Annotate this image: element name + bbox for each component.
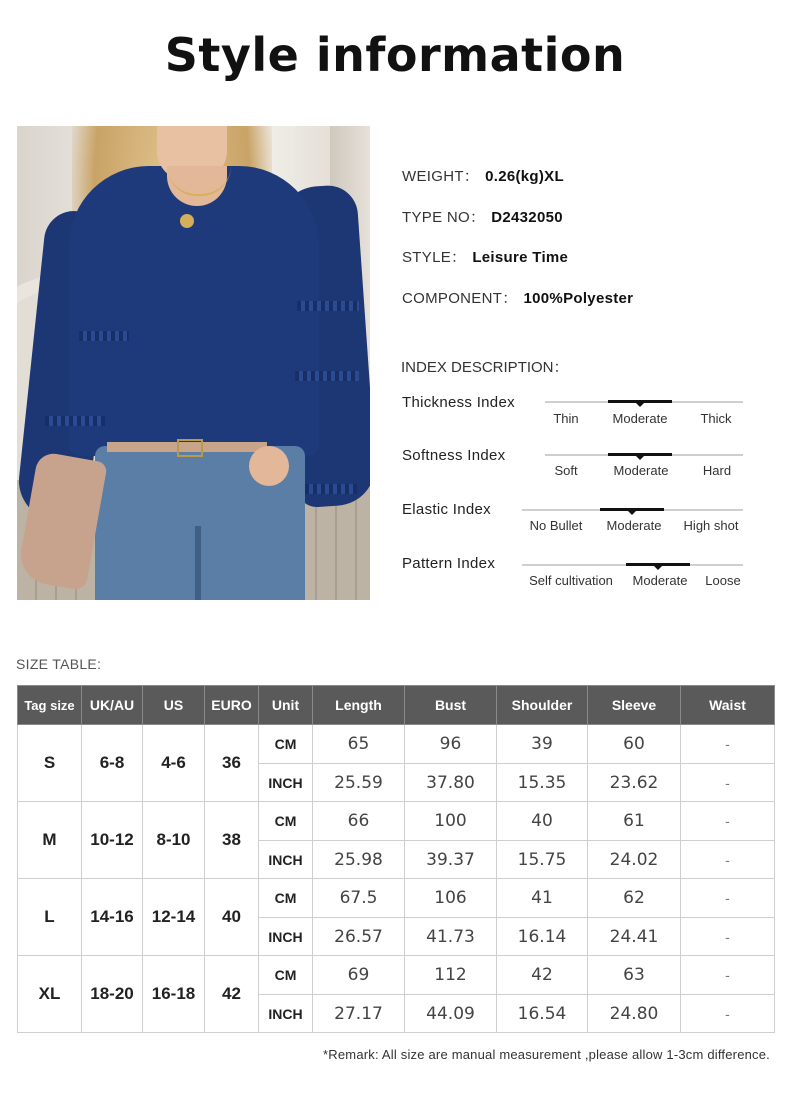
jeans-seam xyxy=(195,526,201,600)
unit-cell: INCH xyxy=(259,995,313,1033)
length-cell: 25.98 xyxy=(313,841,405,879)
spec-type xyxy=(402,206,563,227)
bust-cell: 37.80 xyxy=(405,764,497,802)
column-header: Shoulder xyxy=(497,686,588,725)
us-cell: 16-18 xyxy=(143,956,205,1033)
index-heading: INDEX DESCRIPTION： xyxy=(401,359,569,376)
tag-size-cell: L xyxy=(18,879,82,956)
sleeve-ruffle xyxy=(297,301,359,311)
table-header-row xyxy=(18,686,775,725)
sleeve-cell: 24.41 xyxy=(588,918,681,956)
index-option: Self cultivation xyxy=(529,573,613,588)
remark-note: *Remark: All size are manual measurement ,please allow 1-3cm difference. xyxy=(323,1047,770,1062)
waist-cell: - xyxy=(681,841,775,879)
sleeve-cell: 23.62 xyxy=(588,764,681,802)
spec-weight-value: 0.26(kg)XL xyxy=(485,168,564,185)
size-table-heading: SIZE TABLE: xyxy=(16,656,102,672)
unit-cell: CM xyxy=(259,956,313,995)
bust-cell: 39.37 xyxy=(405,841,497,879)
spec-component xyxy=(402,287,633,308)
bust-cell: 112 xyxy=(405,956,497,995)
sleeve-cell: 61 xyxy=(588,802,681,841)
index-option: Soft xyxy=(554,463,578,478)
column-header: EURO xyxy=(205,686,259,725)
index-option: Moderate xyxy=(606,518,662,533)
size-table xyxy=(17,685,775,1033)
bust-cell: 106 xyxy=(405,879,497,918)
length-cell: 27.17 xyxy=(313,995,405,1033)
index-option: Moderate xyxy=(632,573,688,588)
index-option: Loose xyxy=(705,573,741,588)
waist-cell: - xyxy=(681,764,775,802)
spec-component-key: COMPONENT： xyxy=(402,290,518,307)
model-hand xyxy=(249,446,289,486)
table-row xyxy=(18,956,775,995)
euro-cell: 38 xyxy=(205,802,259,879)
index-option: Moderate xyxy=(613,463,669,478)
spec-weight-key: WEIGHT： xyxy=(402,168,480,185)
length-cell: 65 xyxy=(313,725,405,764)
unit-cell: INCH xyxy=(259,764,313,802)
waist-cell: - xyxy=(681,802,775,841)
spec-style-value: Leisure Time xyxy=(472,249,569,266)
sleeve-ruffle xyxy=(45,416,105,426)
index-label: Thickness Index xyxy=(402,394,515,411)
length-cell: 67.5 xyxy=(313,879,405,918)
page-title: Style information xyxy=(164,28,626,82)
spec-type-key: TYPE NO： xyxy=(402,209,486,226)
length-cell: 66 xyxy=(313,802,405,841)
us-cell: 12-14 xyxy=(143,879,205,956)
tag-size-cell: M xyxy=(18,802,82,879)
index-option: High shot xyxy=(683,518,739,533)
ukau-cell: 18-20 xyxy=(82,956,143,1033)
unit-cell: CM xyxy=(259,725,313,764)
column-header: Sleeve xyxy=(588,686,681,725)
shoulder-cell: 40 xyxy=(497,802,588,841)
table-row xyxy=(18,879,775,918)
product-photo xyxy=(17,126,370,600)
length-cell: 69 xyxy=(313,956,405,995)
shoulder-cell: 41 xyxy=(497,879,588,918)
blouse xyxy=(69,166,319,456)
length-cell: 25.59 xyxy=(313,764,405,802)
waist-cell: - xyxy=(681,879,775,918)
column-header: Waist xyxy=(681,686,775,725)
waist-cell: - xyxy=(681,995,775,1033)
ukau-cell: 14-16 xyxy=(82,879,143,956)
ukau-cell: 10-12 xyxy=(82,802,143,879)
us-cell: 4-6 xyxy=(143,725,205,802)
index-option: Thin xyxy=(553,411,579,426)
spec-style-key: STYLE： xyxy=(402,249,467,266)
index-label: Softness Index xyxy=(402,447,506,464)
tag-size-cell: S xyxy=(18,725,82,802)
sleeve-ruffle xyxy=(79,331,129,341)
table-row xyxy=(18,802,775,841)
euro-cell: 42 xyxy=(205,956,259,1033)
us-cell: 8-10 xyxy=(143,802,205,879)
bust-cell: 96 xyxy=(405,725,497,764)
shoulder-cell: 42 xyxy=(497,956,588,995)
index-option: Thick xyxy=(700,411,732,426)
index-label: Pattern Index xyxy=(402,555,496,572)
index-pointer-icon xyxy=(636,456,644,460)
column-header: Bust xyxy=(405,686,497,725)
index-option: No Bullet xyxy=(529,518,583,533)
column-header: US xyxy=(143,686,205,725)
column-header: Tag size xyxy=(18,686,82,725)
tag-size-cell: XL xyxy=(18,956,82,1033)
necklace-pendant xyxy=(180,214,194,228)
euro-cell: 40 xyxy=(205,879,259,956)
spec-component-value: 100%Polyester xyxy=(523,290,634,307)
ukau-cell: 6-8 xyxy=(82,725,143,802)
unit-cell: INCH xyxy=(259,841,313,879)
index-pointer-icon xyxy=(636,403,644,407)
unit-cell: CM xyxy=(259,802,313,841)
index-option: Hard xyxy=(702,463,732,478)
column-header: Length xyxy=(313,686,405,725)
shoulder-cell: 15.35 xyxy=(497,764,588,802)
length-cell: 26.57 xyxy=(313,918,405,956)
bust-cell: 100 xyxy=(405,802,497,841)
shoulder-cell: 16.14 xyxy=(497,918,588,956)
belt-buckle xyxy=(177,439,203,457)
euro-cell: 36 xyxy=(205,725,259,802)
waist-cell: - xyxy=(681,956,775,995)
bust-cell: 44.09 xyxy=(405,995,497,1033)
shoulder-cell: 16.54 xyxy=(497,995,588,1033)
unit-cell: INCH xyxy=(259,918,313,956)
waist-cell: - xyxy=(681,725,775,764)
sleeve-cell: 62 xyxy=(588,879,681,918)
table-row xyxy=(18,725,775,764)
index-label: Elastic Index xyxy=(402,501,491,518)
shoulder-cell: 15.75 xyxy=(497,841,588,879)
sleeve-cell: 24.80 xyxy=(588,995,681,1033)
waist-cell: - xyxy=(681,918,775,956)
spec-type-value: D2432050 xyxy=(491,209,563,226)
index-pointer-icon xyxy=(654,566,662,570)
unit-cell: CM xyxy=(259,879,313,918)
bust-cell: 41.73 xyxy=(405,918,497,956)
sleeve-cell: 24.02 xyxy=(588,841,681,879)
spec-style xyxy=(402,246,568,267)
sleeve-cell: 63 xyxy=(588,956,681,995)
index-pointer-icon xyxy=(628,511,636,515)
column-header: UK/AU xyxy=(82,686,143,725)
column-header: Unit xyxy=(259,686,313,725)
sleeve-ruffle xyxy=(295,371,359,381)
spec-weight xyxy=(402,165,564,186)
shoulder-cell: 39 xyxy=(497,725,588,764)
sleeve-cell: 60 xyxy=(588,725,681,764)
index-option: Moderate xyxy=(612,411,668,426)
